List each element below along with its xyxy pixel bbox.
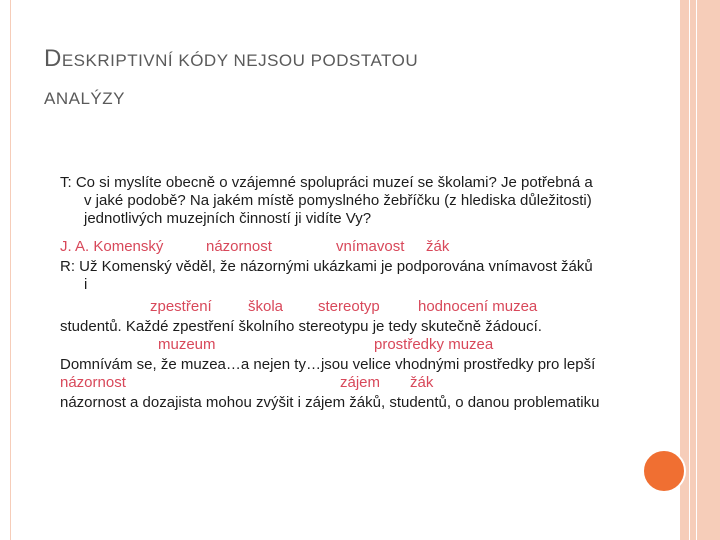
code-label: názornost xyxy=(206,238,272,255)
title-line2: ANALÝZY xyxy=(44,89,125,108)
answer-line: studentů. Každé zpestření školního stereotypu je tedy skutečně žádoucí. xyxy=(60,318,542,335)
band-stripe xyxy=(696,0,697,540)
code-label: zpestření xyxy=(150,298,212,315)
code-row xyxy=(60,238,600,258)
orange-circle-decoration xyxy=(642,449,686,493)
code-label: stereotyp xyxy=(318,298,380,315)
code-label: žák xyxy=(426,238,450,255)
slide-content xyxy=(60,174,600,412)
code-label: J. A. Komenský xyxy=(60,238,164,255)
code-row xyxy=(60,374,600,394)
code-label: hodnocení muzea xyxy=(418,298,538,315)
code-label: prostředky muzea xyxy=(374,336,494,353)
code-label: názornost xyxy=(60,374,126,391)
band-stripe xyxy=(689,0,690,540)
slide-title xyxy=(44,40,644,118)
code-row xyxy=(60,336,600,356)
answer-line: názornost a dozajista mohou zvýšit i zájem žáků, studentů, o danou problematiku xyxy=(60,394,600,411)
title-first-letter: D xyxy=(44,45,62,72)
interview-question: T: Co si myslíte obecně o vzájemné spolupráci muzeí se školami? Je potřebná a v jaké podobě? Na jakém místě pomyslného žebříčku (z hlediska důležitosti) jednotlivých muzejních činností ji vidíte Vy? xyxy=(60,174,593,227)
code-label: zájem xyxy=(340,374,381,391)
title-line1: ESKRIPTIVNÍ KÓDY NEJSOU PODSTATOU xyxy=(61,51,419,70)
left-border-line xyxy=(10,0,11,540)
code-label: škola xyxy=(248,298,284,315)
code-row xyxy=(60,298,600,318)
code-label: vnímavost xyxy=(336,238,405,255)
code-label: žák xyxy=(410,374,434,391)
right-decorative-band xyxy=(680,0,720,540)
code-label: muzeum xyxy=(158,336,216,353)
answer-line: R: Už Komenský věděl, že názornými ukázkami je podporována vnímavost žáků i xyxy=(60,258,593,293)
answer-line: Domnívám se, že muzea…a nejen ty…jsou velice vhodnými prostředky pro lepší xyxy=(60,356,596,373)
